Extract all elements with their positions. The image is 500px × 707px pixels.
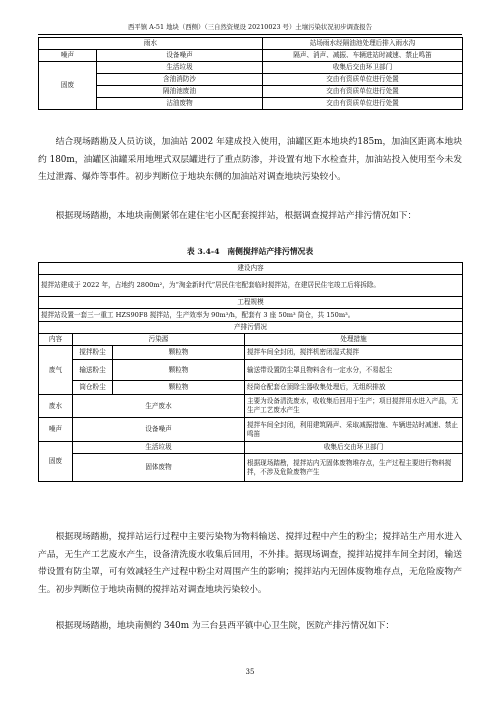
table-cell: 收集后交由环卫部门 (245, 442, 463, 454)
column-header: 内容 (39, 334, 73, 346)
table-cell: 隔油池废油 (97, 86, 263, 98)
paragraph-gas-station: 结合现场踏勘及人员访谈，加油站 2002 年建成投入使用，油罐区距本地块约185m，加油区距离本地块约 180m，油罐区油罐采用地埋式双层罐进行了重点防渗，并设置有地下水检查井，加油站投入使用至今未发生过泄露、爆炸等事件。初步判断位于地块东侧的加油站对调查地块污染较小。 (38, 137, 462, 183)
table-cell: 噪声 (39, 50, 97, 62)
table-cell: 搅拌车间全封闭，利用建筑隔声、采取减振措施、车辆进站时减速、禁止鸣笛 (245, 418, 463, 442)
table-row (39, 86, 463, 98)
table-cell: 搅拌站建成于 2022 年，占地约 2800m²，为“淘金新时代”居民住宅配套临时搅拌站，在建居民住宅竣工后将拆除。 (39, 275, 463, 297)
table-cell: 颗粒物 (113, 381, 245, 395)
table-cell: 颗粒物 (113, 360, 245, 381)
table-cell: 噪声 (39, 418, 73, 442)
table-cell: 搅拌车间全封闭，搅拌机密闭湿式搅拌 (245, 346, 463, 360)
table-row (39, 454, 463, 482)
table-row (39, 418, 463, 442)
table-cell: 隔声、消声、减振、车辆进站时减速、禁止鸣笛 (263, 50, 463, 62)
column-header: 污染源 (73, 334, 245, 346)
table-row (39, 334, 463, 346)
mixing-station-pollution-table (38, 262, 463, 482)
table-cell: 主要为设备清洗废水，收收集后回用于生产；项目搅拌用水进入产品，无生产工艺废水产生 (245, 395, 463, 418)
table-cell: 固体废物 (73, 454, 245, 482)
table-row (39, 98, 463, 110)
table-row (39, 38, 463, 50)
table-row (39, 297, 463, 309)
table-cell: 根据现场踏勘，搅拌站内无固体废物堆存点，生产过程主要进行物料搅拌，不涉及危险废物产生 (245, 454, 463, 482)
table-row (39, 395, 463, 418)
table-cell: 输送粉尘 (73, 360, 113, 381)
table-row (39, 346, 463, 360)
table-row (39, 62, 463, 74)
table-row (39, 50, 463, 62)
page-number: 35 (245, 668, 255, 676)
table-row (39, 263, 463, 275)
table-cell: 收集后交由环卫部门 (263, 62, 463, 74)
table-cell: 交由有资质单位进行处置 (263, 74, 463, 86)
paragraph-hospital-intro: 根据现场踏勘，地块南侧约 340m 为三台县西平镇中心卫生院，医院产排污情况如下： (55, 621, 395, 631)
table-cell: 站场雨水经隔油池处理后排入雨水沟 (263, 38, 463, 50)
table-cell: 交由有资质单位进行处置 (263, 98, 463, 110)
table-caption: 表 3.4-4 南侧搅拌站产排污情况表 (186, 247, 314, 256)
section-heading: 产排污情况 (39, 322, 463, 334)
table-cell: 固废 (39, 62, 97, 110)
table-row (39, 322, 463, 334)
page-header: 西平镇 A-51 地块（西侧）（三自然资规设 20210023 号）土壤污染状况初步调查报告 (38, 22, 462, 35)
section-heading: 建设内容 (39, 263, 463, 275)
table-cell: 筒仓粉尘 (73, 381, 113, 395)
table-cell: 固废 (39, 442, 73, 482)
paragraph-mixing-station-summary: 根据现场踏勘，搅拌站运行过程中主要污染物为物料输送、搅拌过程中产生的粉尘；搅拌站生产用水进入产品，无生产工艺废水产生，设备清洗废水收集后回用，不外排。据现场调查，搅拌站搅拌车间全封闭，输送带设置有防尘罩，可有效减轻生产过程中粉尘对周围产生的影响；搅拌站内无固体废物堆存点，无危险废物产生。初步判断位于地块南侧的搅拌站对调查地块污染较小。 (38, 532, 462, 595)
table-cell: 经筒仓配套仓顶除尘器收集处理后，无组织排放 (245, 381, 463, 395)
table-cell: 生产废水 (73, 395, 245, 418)
table-cell: 生活垃圾 (97, 62, 263, 74)
table-cell: 搅拌粉尘 (73, 346, 113, 360)
section-heading: 工程规模 (39, 297, 463, 309)
table-cell: 雨水 (39, 38, 263, 50)
column-header: 处理措施 (245, 334, 463, 346)
table-cell: 搅拌站设置一套三一重工 HZS90F8 搅拌站，生产效率为 90m³/h，配套有 3 座 50m³ 筒仓，共 150m³。 (39, 309, 463, 322)
paragraph-mixing-station-intro: 根据现场踏勘，本地块南侧紧邻在建住宅小区配套搅拌站，根据调查搅拌站产排污情况如下： (55, 211, 417, 221)
table-cell: 废水 (39, 395, 73, 418)
table-row (39, 309, 463, 322)
table-cell: 沾油废物 (97, 98, 263, 110)
table-cell: 含油消防沙 (97, 74, 263, 86)
table-row (39, 275, 463, 297)
table-cell: 输送带设置防尘罩且物料含有一定水分，不易起尘 (245, 360, 463, 381)
table-row (39, 442, 463, 454)
table-row (39, 360, 463, 381)
table-cell: 交由有资质单位进行处置 (263, 86, 463, 98)
table-cell: 颗粒物 (113, 346, 245, 360)
table-row (39, 74, 463, 86)
table-cell: 废气 (39, 346, 73, 395)
table-cell: 设备噪声 (73, 418, 245, 442)
table-row (39, 381, 463, 395)
table-cell: 设备噪声 (97, 50, 263, 62)
gas-station-pollution-table (38, 37, 463, 110)
table-cell: 生活垃圾 (73, 442, 245, 454)
